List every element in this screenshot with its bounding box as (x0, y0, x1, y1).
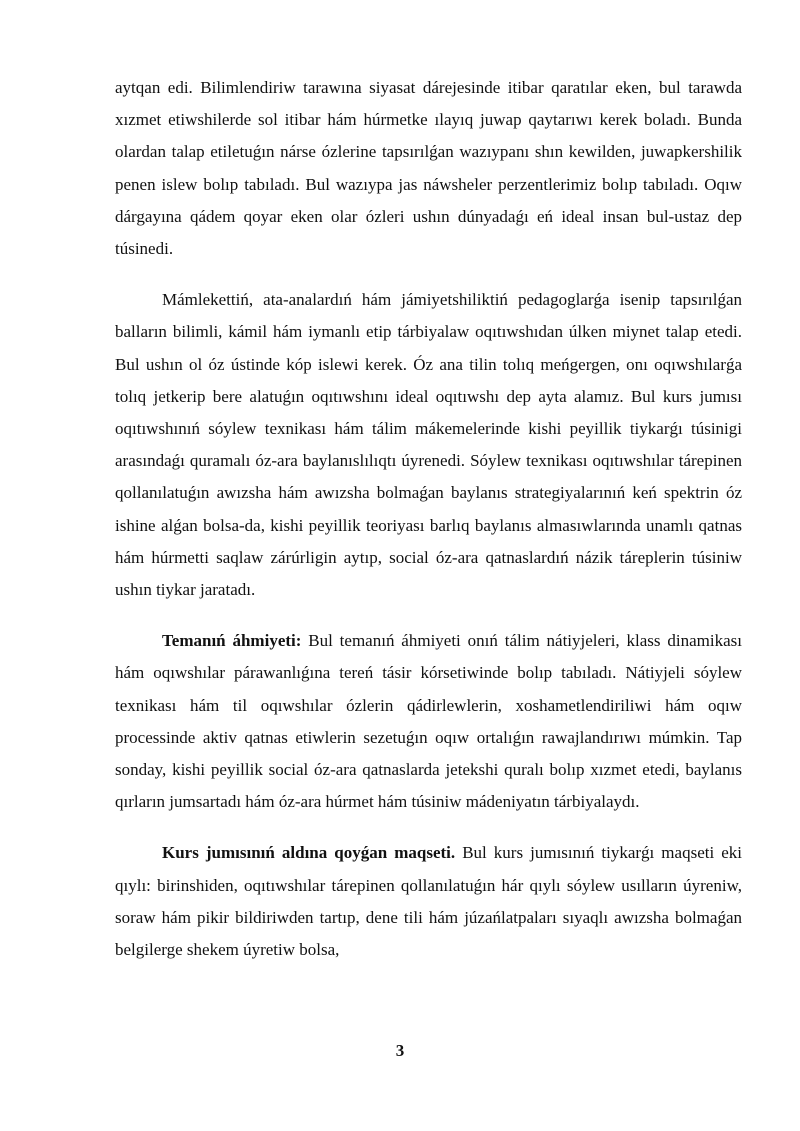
paragraph-text: Bul kurs jumısınıń tiykarǵı maqseti eki qıylı: birinshiden, oqıtıwshılar tárepinen qollanılatuǵın hár qıylı sóylew usılların úyreniw, soraw hám pikir bildiriwden tartıp, dene tili hám júzańlatpaları sıyaqlı awızsha bolmaǵan belgilerge shekem úyretiw bolsa, (115, 843, 742, 960)
paragraph-topic-relevance (115, 625, 742, 818)
paragraph-course-goal (115, 837, 742, 966)
paragraph-continuation (115, 72, 742, 265)
paragraph-text: aytqan edi. Bilimlendiriw tarawına siyasat dárejesinde itibar qaratılar eken, bul tarawda xızmet etiwshilerde sol itibar hám húrmetke ılayıq juwap qaytarıwı kerek boladı. Bunda olardan talap etiletuǵın nárse ózlerine tapsırılǵan wazıypanı shın kewilden, juwapkershilik penen islew bolıp tabıladı. Bul wazıypa jas náwsheler perzentlerimiz bolıp tabıladı. Oqıw dárgayına qádem qoyar eken olar ózleri ushın dúnyadaǵı eń ideal insan bul-ustaz dep túsinedi. (115, 78, 742, 259)
paragraph-text: Mámlekettiń, ata-analardıń hám jámiyetshiliktiń pedagoglarǵa isenip tapsırılǵan balların bilimli, kámil hám iymanlı etip tárbiyalaw oqıtıwshıdan úlken miynet talap etedi. Bul ushın ol óz ústinde kóp islewi kerek. Óz ana tilin tolıq meńgergen, onı oqıwshılarǵa tolıq jetkerip bere alatuǵın oqıtıwshını ideal oqıtıwshı dep ayta alamız. Bul kurs jumısı oqıtıwshınıń sóylew texnikası hám tálim mákemelerinde kishi peyillik tiykarǵı túsinigi arasındaǵı quramalı óz-ara baylanıslılıqtı úyrenedi. Sóylew texnikası oqıtıwshılar tárepinen qollanılatuǵın awızsha hám awızsha bolmaǵan baylanıs strategiyalarınıń keń spektrin óz ishine alǵan bolsa-da, kishi peyillik teoriyası barlıq baylanıs almasıwlarında unamlı qatnas hám húrmetti saqlaw zárúrligin aytıp, social óz-ara qatnaslardıń názik táreplerin túsiniw ushın tiykar jaratadı. (115, 290, 742, 600)
paragraph-heading: Kurs jumısınıń aldına qoyǵan maqseti. (162, 843, 456, 863)
paragraph-heading: Temanıń áhmiyeti: (162, 631, 302, 651)
paragraph-text: Bul temanıń áhmiyeti onıń tálim nátiyjeleri, klass dinamikası hám oqıwshılar párawanlıǵına tereń tásir kórsetiwinde bolıp tabıladı. Nátiyjeli sóylew texnikası hám til oqıwshılar ózlerin qádirlewlerin, xoshametlendiriliwi hám oqıw processinde aktiv qatnas etiwlerin sezetuǵın oqıw ortalıǵın rawajlandırıwı múmkin. Tap sonday, kishi peyillik social óz-ara qatnaslarda jetekshi quralı bolıp xızmet etedi, baylanıs qırların jumsartadı hám óz-ara húrmet hám túsiniw mádeniyatın tárbiyalaydı. (115, 631, 742, 812)
document-body (115, 72, 742, 966)
page-number: 3 (395, 1041, 405, 1060)
paragraph-state-expectations (115, 284, 742, 606)
